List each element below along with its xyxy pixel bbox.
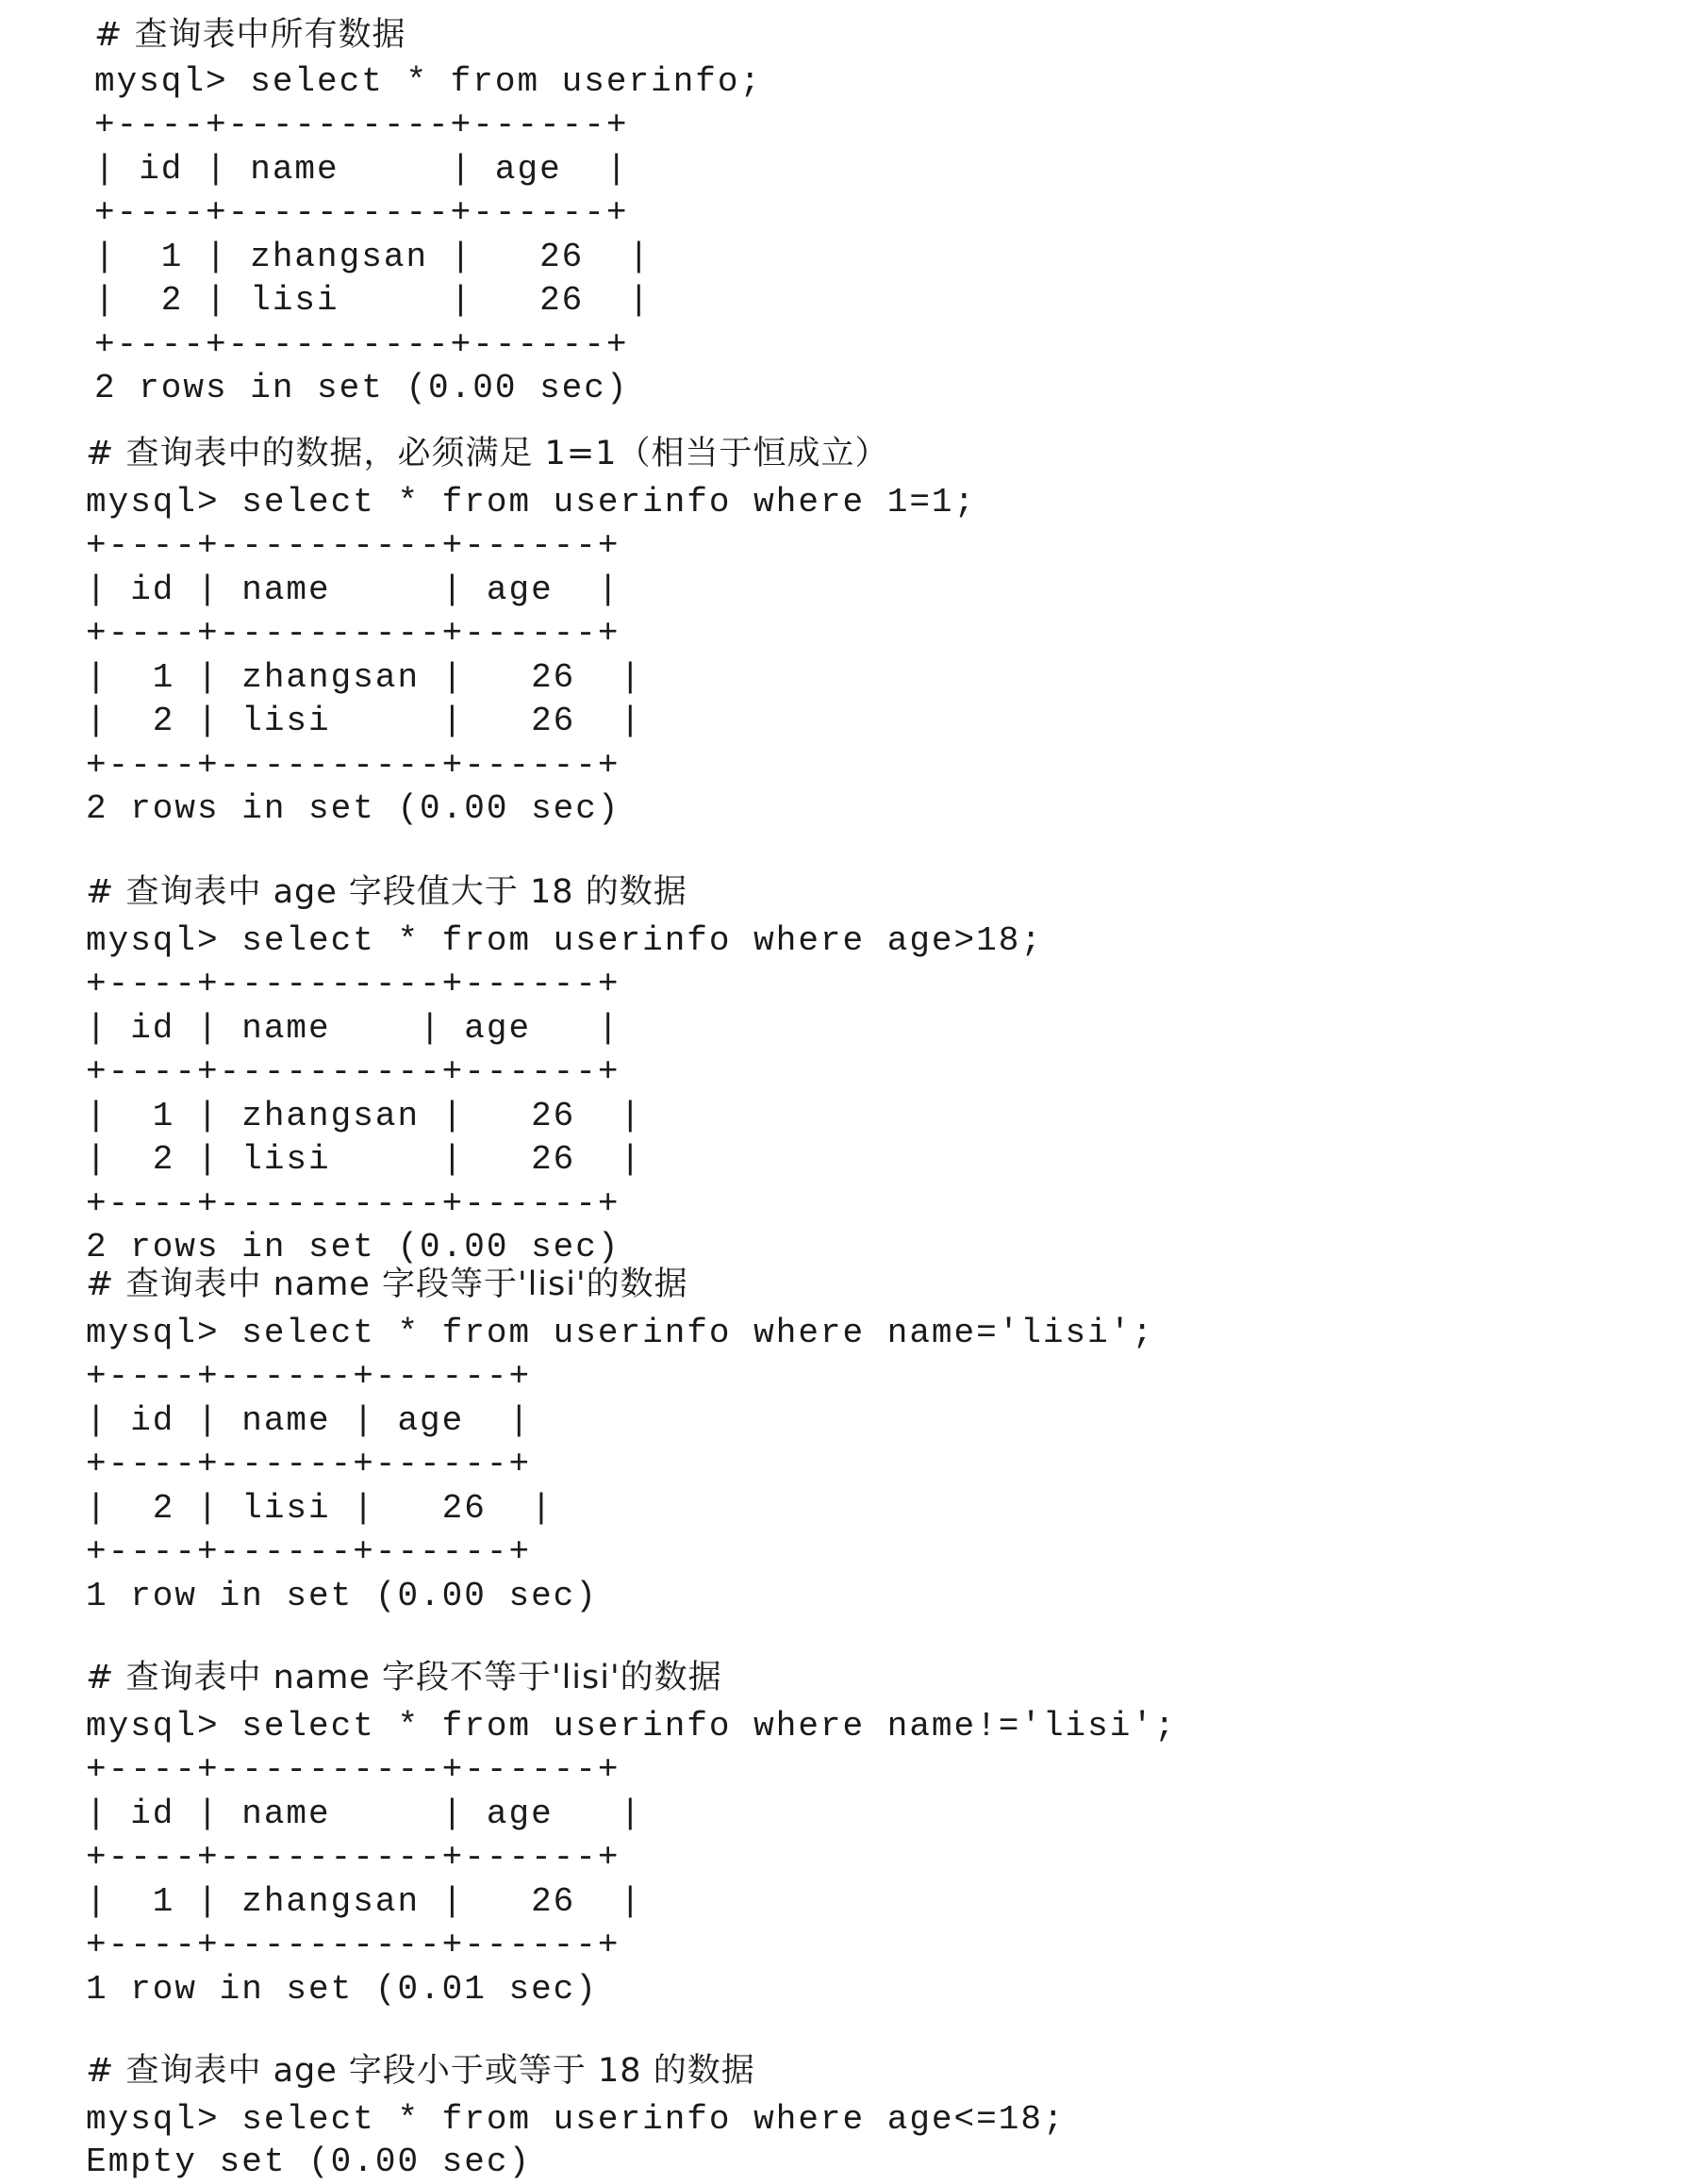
block-4-table-line: | id | name | age |: [86, 1401, 532, 1440]
block-1-table-line: | id | name | age |: [94, 150, 629, 189]
block-3-table-line: | 1 | zhangsan | 26 |: [86, 1097, 643, 1135]
block-1-result: 2 rows in set (0.00 sec): [94, 369, 629, 407]
block-3-table-line: +----+----------+------+: [86, 1052, 621, 1091]
block-3-table-line: | 2 | lisi | 26 |: [86, 1140, 643, 1179]
block-1-command: mysql> select * from userinfo;: [94, 62, 763, 101]
block-4-table-line: +----+------+------+: [86, 1532, 532, 1571]
block-3-result: 2 rows in set (0.00 sec): [86, 1228, 621, 1266]
block-6-command: mysql> select * from userinfo where age<=18;: [86, 2100, 1066, 2139]
block-1-comment: # 查询表中所有数据: [94, 16, 406, 54]
block-4-result: 1 row in set (0.00 sec): [86, 1577, 598, 1615]
block-4-command: mysql> select * from userinfo where name='lisi';: [86, 1314, 1154, 1352]
block-3-table-line: +----+----------+------+: [86, 1184, 621, 1223]
block-5-command: mysql> select * from userinfo where name!='lisi';: [86, 1707, 1177, 1746]
block-2-table-line: | 1 | zhangsan | 26 |: [86, 658, 643, 697]
block-5-table-line: +----+----------+------+: [86, 1926, 621, 1964]
block-4-table-line: +----+------+------+: [86, 1445, 532, 1483]
block-2-command: mysql> select * from userinfo where 1=1;: [86, 483, 977, 521]
block-1-table-line: +----+----------+------+: [94, 193, 629, 232]
block-2-comment: # 查询表中的数据，必须满足 1=1（相当于恒成立）: [86, 435, 889, 472]
block-5-table-line: | id | name | age |: [86, 1795, 643, 1833]
block-2-table-line: +----+----------+------+: [86, 526, 621, 565]
block-1-table-line: | 1 | zhangsan | 26 |: [94, 238, 652, 276]
block-5-table-line: +----+----------+------+: [86, 1750, 621, 1789]
block-5-table-line: +----+----------+------+: [86, 1838, 621, 1877]
block-2-result: 2 rows in set (0.00 sec): [86, 789, 621, 828]
block-1-table-line: +----+----------+------+: [94, 325, 629, 364]
block-6-result: Empty set (0.00 sec): [86, 2143, 532, 2181]
block-2-table-line: +----+----------+------+: [86, 746, 621, 785]
block-3-comment: # 查询表中 age 字段值大于 18 的数据: [86, 873, 687, 911]
block-3-command: mysql> select * from userinfo where age>18;: [86, 921, 1043, 960]
block-3-table-line: +----+----------+------+: [86, 965, 621, 1003]
block-5-result: 1 row in set (0.01 sec): [86, 1970, 598, 2009]
block-2-table-line: | id | name | age |: [86, 571, 621, 609]
block-2-table-line: +----+----------+------+: [86, 614, 621, 653]
block-5-comment: # 查询表中 name 字段不等于'lisi'的数据: [86, 1659, 722, 1696]
block-4-table-line: | 2 | lisi | 26 |: [86, 1489, 554, 1528]
block-1-table-line: | 2 | lisi | 26 |: [94, 281, 652, 320]
block-2-table-line: | 2 | lisi | 26 |: [86, 702, 643, 740]
block-5-table-line: | 1 | zhangsan | 26 |: [86, 1882, 643, 1921]
block-3-table-line: | id | name | age |: [86, 1009, 621, 1048]
block-4-comment: # 查询表中 name 字段等于'lisi'的数据: [86, 1266, 688, 1303]
block-1-table-line: +----+----------+------+: [94, 106, 629, 144]
block-6-comment: # 查询表中 age 字段小于或等于 18 的数据: [86, 2052, 755, 2090]
block-4-table-line: +----+------+------+: [86, 1357, 532, 1396]
